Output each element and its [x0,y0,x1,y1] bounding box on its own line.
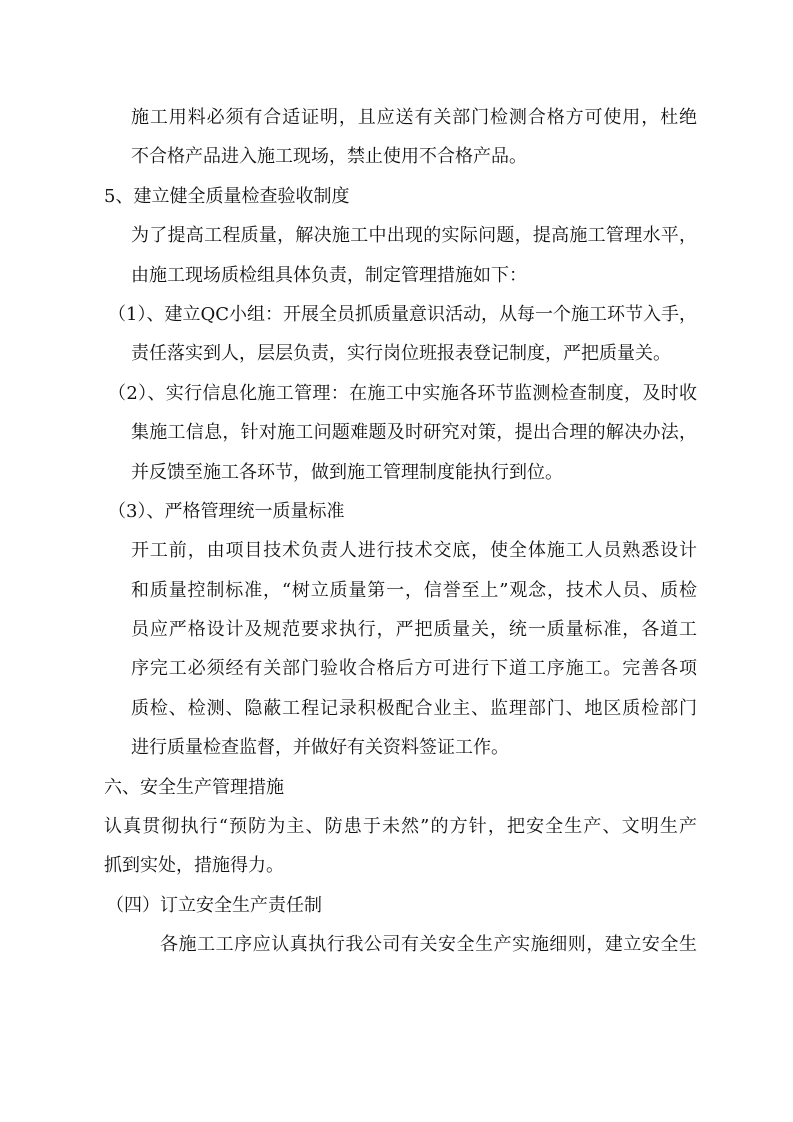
line-text: （1）、建立QC小组：开展全员抓质量意识活动，从每一个施工环节入手， [108,303,697,325]
paragraph-line [0,453,793,492]
heading-text: 5、建立健全质量检查验收制度 [104,185,350,207]
section-heading [0,768,793,807]
paragraph-line [0,137,793,176]
paragraph-line [0,925,793,964]
line-text: 认真贯彻执行“预防为主、防患于未然”的方针，把安全生产、文明生产 [104,816,697,838]
list-item-line [0,374,793,413]
paragraph-line [0,334,793,373]
line-text: 序完工必须经有关部门验收合格后方可进行下道工序施工。完善各项 [131,658,697,680]
list-item-line [0,295,793,334]
heading-text: 六、安全生产管理措施 [104,776,284,798]
paragraph-line [0,413,793,452]
line-text: （2）、实行信息化施工管理：在施工中实施各环节监测检查制度，及时收 [108,382,697,404]
line-text: （3）、严格管理统一质量标准 [108,500,345,522]
line-text: 不合格产品进入施工现场，禁止使用不合格产品。 [131,146,527,168]
line-text: 责任落实到人，层层负责，实行岗位班报表登记制度，严把质量关。 [131,343,671,365]
line-text: 和质量控制标准，“树立质量第一，信誉至上”观念，技术人员、质检 [131,579,697,601]
line-text: 并反馈至施工各环节，做到施工管理制度能执行到位。 [131,461,563,483]
subsection-heading [0,886,793,925]
line-text: 进行质量检查监督，并做好有关资料签证工作。 [131,737,509,759]
heading-text: （四）订立安全生产责任制 [106,894,322,916]
paragraph-line [0,571,793,610]
paragraph-line [0,610,793,649]
line-text: 抓到实处，措施得力。 [104,855,284,877]
paragraph-line [0,256,793,295]
paragraph-line [0,807,793,846]
paragraph-line [0,689,793,728]
line-text: 各施工工序应认真执行我公司有关安全生产实施细则，建立安全生 [160,934,697,956]
paragraph-line [0,531,793,570]
line-text: 开工前，由项目技术负责人进行技术交底，使全体施工人员熟悉设计 [131,540,697,562]
line-text: 质检、检测、隐蔽工程记录积极配合业主、监理部门、地区质检部门 [131,697,697,719]
paragraph-line [0,728,793,767]
paragraph-line [0,846,793,885]
line-text: 员应严格设计及规范要求执行，严把质量关，统一质量标准，各道工 [131,619,697,641]
paragraph-line [0,216,793,255]
paragraph-line [0,649,793,688]
section-heading [0,177,793,216]
line-text: 施工用料必须有合适证明，且应送有关部门检测合格方可使用，杜绝 [131,107,697,128]
list-item-line [0,492,793,531]
line-text: 由施工现场质检组具体负责，制定管理措施如下： [131,264,527,286]
document-page [0,98,793,965]
line-text: 集施工信息，针对施工问题难题及时研究对策，提出合理的解决办法， [131,422,697,444]
paragraph-line [0,98,793,137]
line-text: 为了提高工程质量，解决施工中出现的实际问题，提高施工管理水平， [131,225,697,247]
